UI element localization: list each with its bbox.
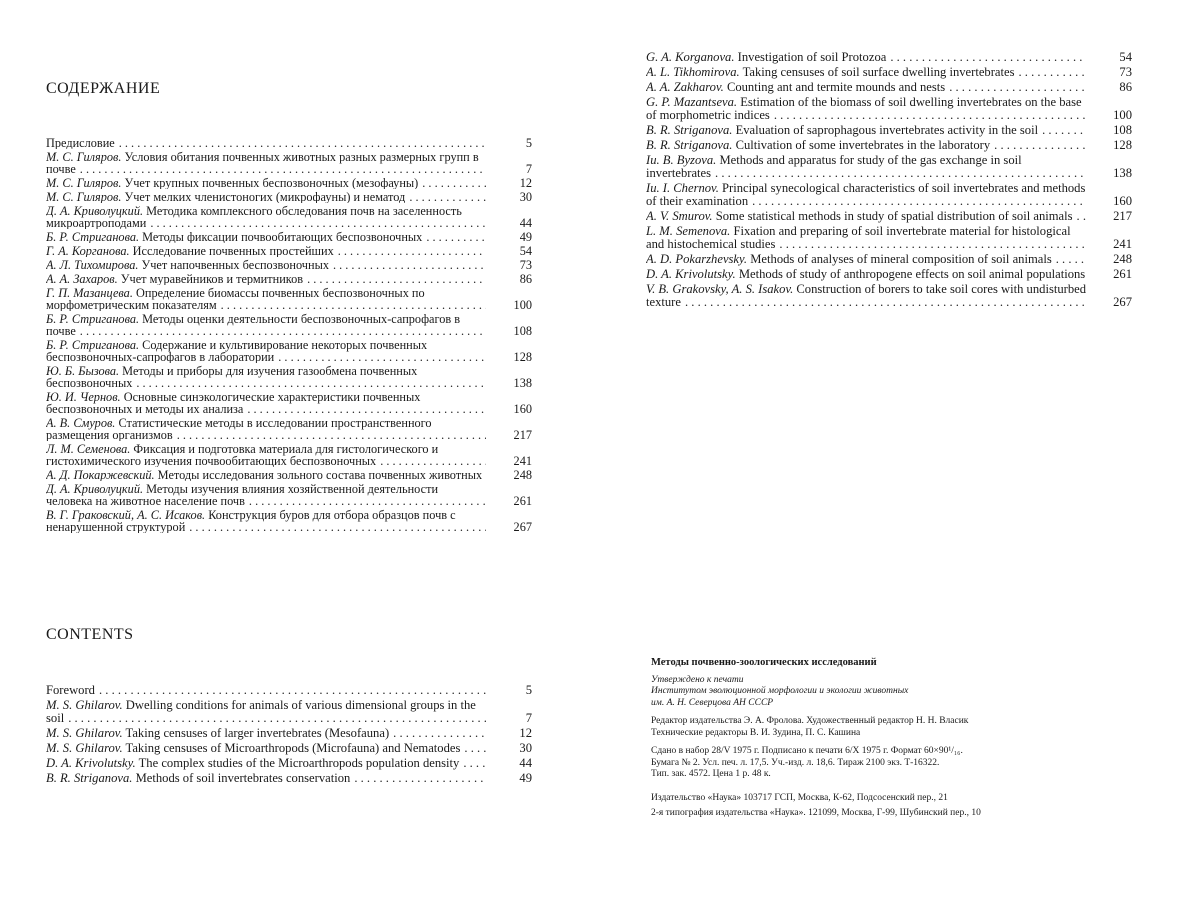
toc-entry [46,287,532,311]
toc-entry-title: Учет мелких членистоногих (микрофауны) и нематод [124,191,406,203]
toc-entry [46,742,532,755]
toc-entry-text [46,151,486,175]
imprint-approved-2: Институтом эволюционной морфологии и экологии животных [651,686,909,696]
toc-entry-title: Estimation of the biomass of soil dwelling invertebrates on the base of morphometric indices [646,96,1082,122]
toc-entry-page: 49 [519,771,532,785]
toc-entry-page: 160 [513,402,532,416]
toc-entry-page: 30 [519,190,532,204]
toc-entry-author: Б. Р. Стриганова. [46,339,140,352]
toc-entry-title: Конструкция буров для отбора образцов почв с ненарушенной структурой [46,509,456,533]
toc-entry-title: Construction of borers to take soil cores with undisturbed texture [646,283,1086,309]
toc-entry-author: Iu. B. Byzova. [646,154,717,167]
toc-entry-author: М. С. Гиляров. [46,151,122,164]
toc-entry [46,772,532,785]
toc-entry [46,365,532,389]
imprint-print-3: Тип. зак. 4572. Цена 1 р. 48 к. [651,769,771,779]
toc-entry-text [46,287,486,311]
toc-entry-title: Taking censuses of larger invertebrates (Mesofauna) [125,727,390,740]
toc-entry-page: 108 [1113,123,1132,137]
imprint-approved-3: им. А. Н. Северцова АН СССР [651,697,774,708]
toc-entry-text [646,225,1086,251]
toc-entry [46,151,532,175]
toc-entry-page: 30 [519,741,532,755]
toc-entry [46,177,532,189]
toc-entry-page: 44 [519,216,532,230]
toc-entry [46,137,532,149]
toc-entry-title: Investigation of soil Protozoa [737,51,887,64]
toc-entry-author: A. L. Tikhomirova. [646,66,740,79]
toc-entry-page: 5 [525,683,532,697]
toc-entry-text [46,684,486,697]
toc-entry-page: 160 [1113,194,1132,208]
toc-entry [646,51,1132,64]
toc-entry [646,66,1132,79]
toc-entry-text [46,469,486,481]
toc-entry-text [46,443,486,467]
toc-entry-text [46,417,486,441]
toc-entry-title: Taking censuses of soil surface dwelling invertebrates [742,66,1015,79]
toc-entry [646,268,1132,281]
toc-entry-page: 241 [513,454,532,468]
toc-entry-title: Учет напочвенных беспозвоночных [141,259,329,271]
toc-entry-author: B. R. Striganova. [46,772,133,785]
toc-entry-title: Методы оценки деятельности беспозвоночных-сапрофагов в почве [46,313,461,337]
toc-entry-title: Основные синэкологические характеристики почвенных беспозвоночных и методы их анализа [46,391,421,415]
toc-entry [46,417,532,441]
toc-entry-author: L. M. Semenova. [646,225,731,238]
imprint-title: Методы почвенно-зоологических исследований [651,657,877,668]
toc-entry-title: Methods of analyses of mineral composition of soil animals [750,253,1052,266]
toc-entry-page: 73 [519,258,532,272]
toc-entry-title: Статистические методы в исследовании пространственного размещения организмов [46,417,432,441]
toc-entry [46,391,532,415]
toc-entry-text [646,283,1086,309]
toc-entry-text [46,273,486,285]
toc-entry-page: 54 [1119,50,1132,64]
toc-entry [46,699,532,725]
toc-entry-author: A. V. Smurov. [646,210,713,223]
toc-entry-author: A. D. Pokarzhevsky. [646,253,748,266]
toc-entry-title: Methods and apparatus for study of the gas exchange in soil invertebrates [646,154,1022,180]
toc-entry-text [46,191,486,203]
toc-entry-title: Taking censuses of Microarthropods (Microfauna) and Nematodes [125,742,461,755]
toc-entry-author: А. А. Захаров. [46,273,118,285]
toc-entry [46,231,532,243]
toc-entry-title: Учет крупных почвенных беспозвоночных (мезофауны) [124,177,419,189]
toc-entry-title: Методы фиксации почвообитающих беспозвоночных [142,231,423,243]
toc-entry-page: 73 [1119,65,1132,79]
toc-entry-title: Counting ant and termite mounds and nests [726,81,946,94]
toc-entry [646,283,1132,309]
toc-entry-page: 128 [1113,138,1132,152]
toc-entry-title: Предисловие [46,137,115,149]
toc-entry-page: 12 [519,726,532,740]
toc-entry-author: А. В. Смуров. [46,417,116,430]
toc-entry-title: Fixation and preparing of soil invertebrate material for histological and histochemical studies [646,225,1071,251]
toc-entry [46,483,532,507]
toc-entry [46,469,532,481]
toc-entry-author: B. R. Striganova. [646,139,733,152]
toc-entry [46,273,532,285]
toc-entry-author: V. B. Grakovsky, A. S. Isakov. [646,283,794,296]
toc-entry-text [46,699,486,725]
toc-entry-text [646,66,1086,79]
toc-entry-text [46,177,486,189]
toc-entry [646,154,1132,180]
toc-entry-text [46,365,486,389]
toc-entry-title: Содержание и культивирование некоторых почвенных беспозвоночных-сапрофагов в лаборатории [46,339,428,363]
toc-entry-page: 54 [519,244,532,258]
imprint-approved-1: Утверждено к печати [651,674,744,685]
toc-entry-text [46,757,486,770]
toc-entry-text [646,139,1086,152]
toc-entry-page: 5 [525,136,532,150]
toc-entry-author: М. С. Гиляров. [46,177,122,189]
en-toc-list [46,684,532,785]
toc-entry-text [646,124,1086,137]
toc-entry-page: 128 [513,350,532,364]
toc-entry-text [46,231,486,243]
toc-entry-author: Б. Р. Стриганова. [46,231,140,243]
toc-entry [46,259,532,271]
toc-entry-text [46,339,486,363]
toc-entry-author: Д. А. Криволуцкий. [46,205,144,218]
toc-entry-author: D. A. Krivolutsky. [46,757,136,770]
right-page [600,0,1200,899]
toc-entry-page: 44 [519,756,532,770]
toc-entry-author: D. A. Krivolutsky. [646,268,736,281]
toc-entry-page: 248 [513,468,532,482]
toc-entry-text [46,483,486,507]
toc-entry [646,182,1132,208]
toc-entry-page: 261 [513,494,532,508]
toc-entry [646,210,1132,223]
en-toc-list-continued [646,51,1132,309]
toc-entry-text [46,245,486,257]
toc-entry-text [646,253,1086,266]
toc-entry-title: Methods of soil invertebrates conservation [135,772,351,785]
toc-entry-page: 138 [513,376,532,390]
toc-entry-page: 108 [513,324,532,338]
ru-toc-list [46,137,532,533]
imprint-block [651,657,1071,820]
toc-entry [46,245,532,257]
toc-entry-author: Ю. И. Чернов. [46,391,121,404]
toc-entry-author: А. Л. Тихомирова. [46,259,139,271]
toc-entry-text [646,51,1086,64]
toc-entry-author: Б. Р. Стриганова. [46,313,140,326]
toc-entry-text [646,96,1086,122]
toc-entry-page: 217 [1113,209,1132,223]
toc-entry-page: 7 [525,711,532,725]
toc-entry-page: 267 [513,520,532,534]
toc-entry [646,139,1132,152]
toc-entry-title: Foreword [46,684,95,697]
toc-entry-page: 100 [513,298,532,312]
toc-entry-title: Cultivation of some invertebrates in the laboratory [735,139,991,152]
toc-entry-page: 138 [1113,166,1132,180]
toc-entry-author: М. С. Гиляров. [46,191,122,203]
toc-entry [46,191,532,203]
toc-entry-text [646,268,1086,281]
toc-entry [646,253,1132,266]
toc-entry-text [646,154,1086,180]
toc-entry-text [46,727,486,740]
toc-entry-page: 248 [1113,252,1132,266]
toc-entry-text [46,205,486,229]
toc-entry-text [46,509,486,533]
toc-entry-title: Evaluation of saprophagous invertebrates activity in the soil [735,124,1039,137]
toc-entry-text [46,391,486,415]
toc-entry-author: А. Д. Покаржевский. [46,469,155,481]
toc-entry [46,313,532,337]
toc-entry-title: Фиксация и подготовка материала для гистологического и гистохимического изучения почвообитающих беспозвоночных [46,443,439,467]
toc-entry [46,443,532,467]
toc-entry-text [46,259,486,271]
toc-entry-page: 267 [1113,295,1132,309]
toc-entry-author: M. S. Ghilarov. [46,742,123,755]
imprint-print-1: Сдано в набор 28/V 1975 г. Подписано к печати 6/X 1975 г. Формат 60×90¹/₁₆. [651,746,963,756]
toc-entry-text [46,313,486,337]
imprint-editors-2: Технические редакторы В. И. Зудина, П. С. Кашина [651,727,861,738]
toc-entry-text [646,81,1086,94]
toc-entry-text [646,182,1086,208]
toc-entry-title: Методика комплексного обследования почв на заселенность микроартроподами [46,205,462,229]
toc-entry-page: 86 [519,272,532,286]
toc-entry-text [646,210,1086,223]
toc-entry-author: G. A. Korganova. [646,51,735,64]
toc-entry-page: 241 [1113,237,1132,251]
toc-entry-page: 86 [1119,80,1132,94]
toc-entry [46,205,532,229]
toc-entry-page: 12 [519,176,532,190]
en-contents-heading: CONTENTS [46,626,134,643]
toc-entry-page: 100 [1113,108,1132,122]
toc-entry-title: Dwelling conditions for animals of various dimensional groups in the soil [46,699,476,725]
toc-entry-title: Methods of study of anthropogene effects on soil animal populations [738,268,1086,281]
ru-contents-heading: СОДЕРЖАНИЕ [46,80,161,97]
toc-entry-title: Исследование почвенных простейших [132,245,334,257]
toc-entry-text [46,772,486,785]
toc-entry [46,509,532,533]
toc-entry-author: Г. А. Корганова. [46,245,130,257]
toc-entry [646,96,1132,122]
imprint-publisher: Издательство «Наука» 103717 ГСП, Москва, К-62, Подсосенский пер., 21 [651,792,948,803]
toc-entry-author: Iu. I. Chernov. [646,182,719,195]
toc-entry [646,124,1132,137]
toc-entry-title: Методы и приборы для изучения газообмена почвенных беспозвоночных [46,365,418,389]
toc-entry [646,81,1132,94]
toc-entry-author: Л. М. Семенова. [46,443,131,456]
toc-entry [646,225,1132,251]
toc-entry-author: Д. А. Криволуцкий. [46,483,144,496]
imprint-printer: 2-я типография издательства «Наука». 121099, Москва, Г-99, Шубинский пер., 10 [651,808,981,818]
toc-entry-title: Principal synecological characteristics of soil invertebrates and methods of their examination [646,182,1086,208]
toc-entry-text [46,137,486,149]
imprint-print-2: Бумага № 2. Усл. печ. л. 17,5. Уч.-изд. л. 18,6. Тираж 2100 экз. Т-16322. [651,757,940,768]
toc-entry-title: Методы изучения влияния хозяйственной деятельности человека на животное население почв [46,483,439,507]
toc-entry-author: В. Г. Граковский, А. С. Исаков. [46,509,206,522]
toc-entry-title: Условия обитания почвенных животных разных размерных групп в почве [46,151,479,175]
toc-entry-title: The complex studies of the Microarthropods population density [138,757,460,770]
toc-entry-author: G. P. Mazantseva. [646,96,738,109]
toc-entry-author: M. S. Ghilarov. [46,727,123,740]
toc-entry-title: Учет муравейников и термитников [120,273,304,285]
imprint-editors-1: Редактор издательства Э. А. Фролова. Художественный редактор Н. Н. Власик [651,716,969,726]
toc-entry-author: Ю. Б. Бызова. [46,365,120,378]
toc-entry-author: Г. П. Мазанцева. [46,287,133,300]
toc-entry-page: 7 [525,162,532,176]
toc-entry-title: Определение биомассы почвенных беспозвоночных по морфометрическим показателям [46,287,425,311]
toc-entry-page: 217 [513,428,532,442]
toc-entry [46,727,532,740]
toc-entry-author: M. S. Ghilarov. [46,699,123,712]
toc-entry [46,339,532,363]
toc-entry-title: Методы исследования зольного состава почвенных животных [157,469,483,481]
toc-entry [46,684,532,697]
toc-entry-author: B. R. Striganova. [646,124,733,137]
toc-entry-author: A. A. Zakharov. [646,81,724,94]
toc-entry-title: Some statistical methods in study of spatial distribution of soil animals [715,210,1073,223]
toc-entry [46,757,532,770]
toc-entry-text [46,742,486,755]
toc-entry-page: 261 [1113,267,1132,281]
toc-entry-page: 49 [519,230,532,244]
